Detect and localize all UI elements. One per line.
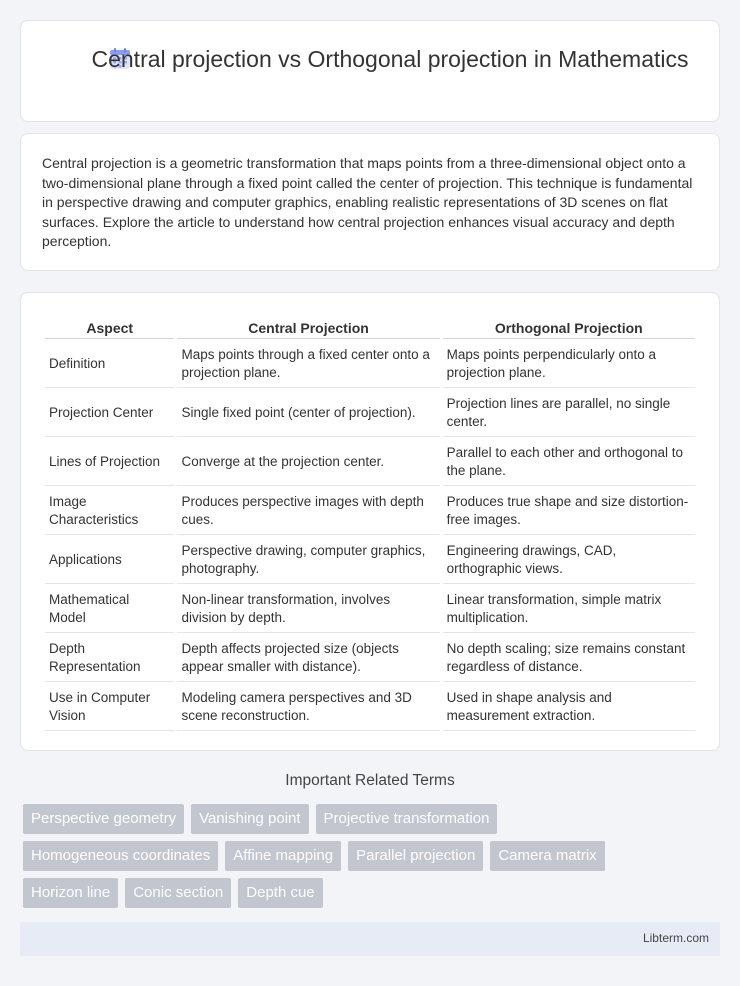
header-orthogonal: Orthogonal Projection (443, 315, 695, 339)
comparison-table-card (20, 292, 720, 751)
tag-row (23, 841, 713, 871)
cell-central: Converge at the projection center. (177, 437, 439, 486)
cell-central: Depth affects projected size (objects appear smaller with distance). (177, 633, 439, 682)
table-row (45, 633, 695, 682)
tag-affine-mapping[interactable]: Affine mapping (225, 841, 341, 871)
table-row (45, 584, 695, 633)
header-central: Central Projection (177, 315, 439, 339)
intro-paragraph: Central projection is a geometric transformation that maps points from a three-dimensional object onto a two-dimensional plane through a fixed point called the center of projection. This technique is fundamental in perspective drawing and computer graphics, enabling realistic representations of 3D scenes on flat surfaces. Explore the article to understand how central projection enhances visual accuracy and depth perception. (42, 155, 693, 250)
header-aspect: Aspect (45, 315, 174, 339)
cell-orthogonal: Engineering drawings, CAD, orthographic views. (443, 535, 695, 584)
page-title-text: Central projection vs Orthogonal projection in Mathematics (91, 46, 689, 72)
page-title (21, 45, 719, 74)
cell-central: Perspective drawing, computer graphics, photography. (177, 535, 439, 584)
cell-central: Single fixed point (center of projection). (177, 388, 439, 437)
cell-aspect: Depth Representation (45, 633, 174, 682)
comparison-table (42, 315, 698, 731)
cell-orthogonal: Linear transformation, simple matrix multiplication. (443, 584, 695, 633)
cell-orthogonal: Used in shape analysis and measurement extraction. (443, 682, 695, 731)
cell-central: Non-linear transformation, involves division by depth. (177, 584, 439, 633)
related-terms-list (23, 804, 713, 915)
footer (20, 922, 720, 956)
table-row (45, 682, 695, 731)
table-row (45, 535, 695, 584)
cell-aspect: Lines of Projection (45, 437, 174, 486)
tag-row (23, 804, 713, 834)
tag-perspective-geometry[interactable]: Perspective geometry (23, 804, 184, 834)
tag-camera-matrix[interactable]: Camera matrix (490, 841, 604, 871)
tag-row (23, 878, 713, 908)
cell-orthogonal: Parallel to each other and orthogonal to the plane. (443, 437, 695, 486)
table-header-row (45, 315, 695, 339)
cell-aspect: Use in Computer Vision (45, 682, 174, 731)
cell-aspect: Image Characteristics (45, 486, 174, 535)
cell-orthogonal: No depth scaling; size remains constant regardless of distance. (443, 633, 695, 682)
table-row (45, 388, 695, 437)
tag-conic-section[interactable]: Conic section (125, 878, 231, 908)
tag-homogeneous-coordinates[interactable]: Homogeneous coordinates (23, 841, 218, 871)
cell-central: Produces perspective images with depth cues. (177, 486, 439, 535)
cell-aspect: Definition (45, 339, 174, 388)
tag-projective-transformation[interactable]: Projective transformation (316, 804, 498, 834)
related-terms-heading: Important Related Terms (285, 772, 455, 789)
cell-central: Maps points through a fixed center onto a projection plane. (177, 339, 439, 388)
tag-depth-cue[interactable]: Depth cue (238, 878, 322, 908)
tag-vanishing-point[interactable]: Vanishing point (191, 804, 308, 834)
cell-aspect: Mathematical Model (45, 584, 174, 633)
cell-orthogonal: Produces true shape and size distortion-free images. (443, 486, 695, 535)
table-row (45, 486, 695, 535)
table-row (45, 339, 695, 388)
tag-horizon-line[interactable]: Horizon line (23, 878, 118, 908)
title-card (20, 20, 720, 122)
table-row (45, 437, 695, 486)
cell-orthogonal: Maps points perpendicularly onto a projection plane. (443, 339, 695, 388)
cell-central: Modeling camera perspectives and 3D scene reconstruction. (177, 682, 439, 731)
cell-aspect: Projection Center (45, 388, 174, 437)
cell-orthogonal: Projection lines are parallel, no single center. (443, 388, 695, 437)
cell-aspect: Applications (45, 535, 174, 584)
footer-site-link[interactable]: Libterm.com (642, 931, 709, 945)
tag-parallel-projection[interactable]: Parallel projection (348, 841, 483, 871)
intro-card (20, 133, 720, 271)
